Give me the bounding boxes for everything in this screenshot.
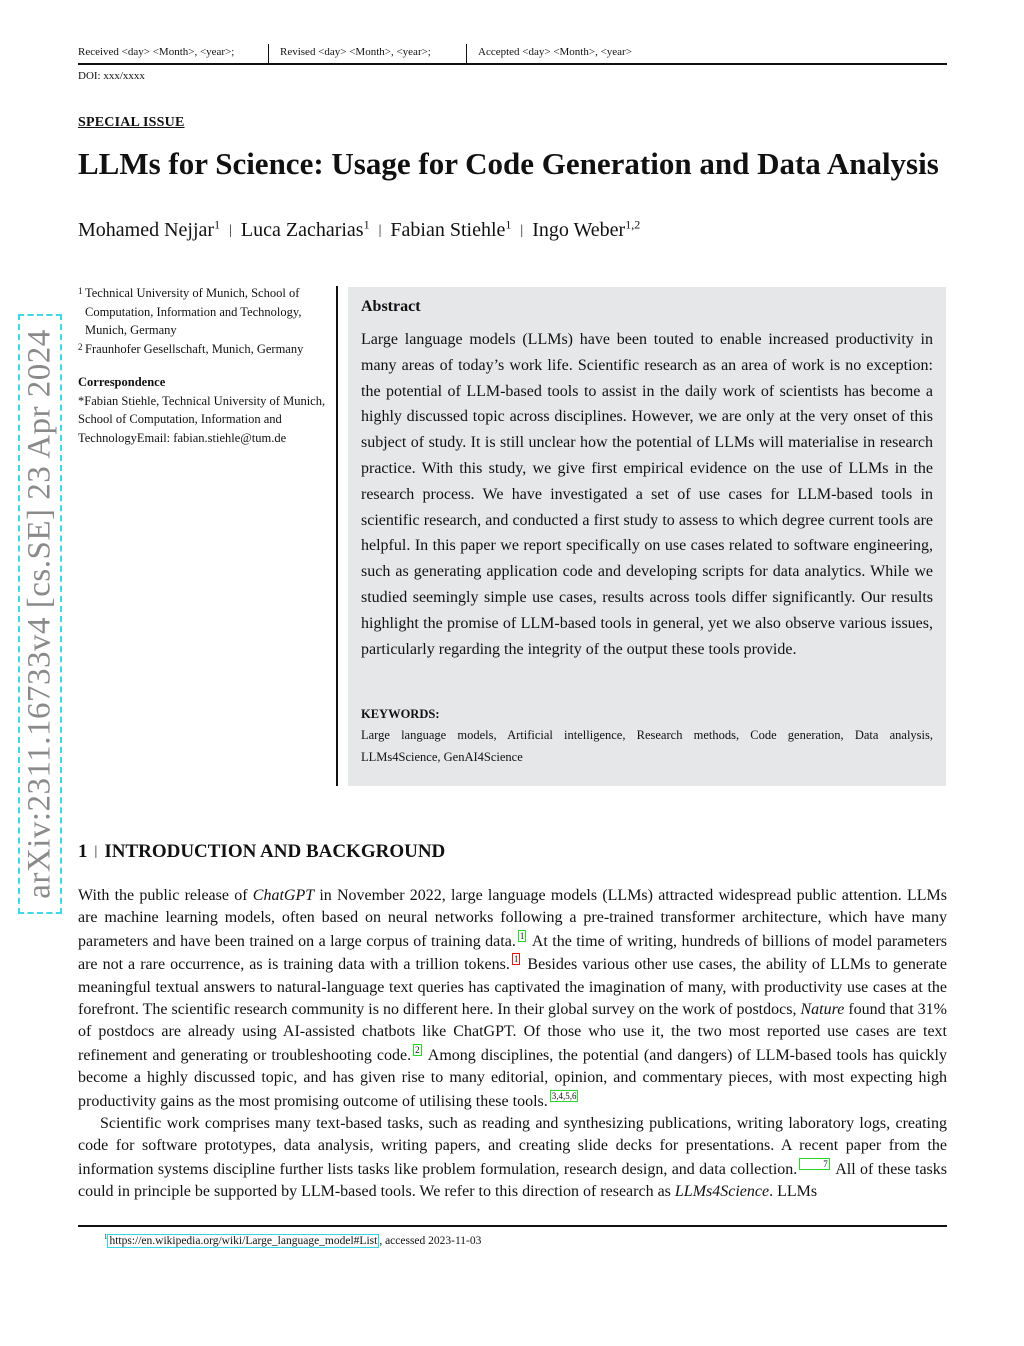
- author-separator: |: [520, 222, 524, 238]
- paragraph: With the public release of ChatGPT in November 2022, large language models (LLMs) attracted widespread public attention. LLMs are machine learning models, often based on neural networks following a pre-trained transformer architecture, which have many parameters and have been trained on a large corpus of training data. 1 At the time of writing, hundreds of billions of model parameters are not a rare occurrence, as is training data with a trillion tokens. 1 Besides various other use cases, the ability of LLMs to generate meaningful textual answers to natural-language text queries has captivated the imagination of many, with productivity use cases at the forefront. The scientific research community is no different here. In their global survey on the work of postdocs, Nature found that 31% of postdocs are already using AI-assisted chatbots like ChatGPT. Of those who use it, the two most reported use cases are text refinement and generating or troubleshooting code. 2 Among disciplines, the potential (and dangers) of LLM-based tools has quickly become a highly discussed topic, and has given rise to many editorial, opinion, and commentary pieces, with most expecting high productivity gains as the most promising outcome of utilising these tools. 3,4,5,6: [78, 887, 948, 1110]
- author: Fabian Stiehle$^1$: [390, 217, 512, 241]
- abstract-heading: Abstract: [361, 298, 421, 315]
- section-heading: 1 | INTRODUCTION AND BACKGROUND: [78, 841, 446, 862]
- author: Luca Zacharias$^1$: [240, 217, 370, 241]
- author-separator: |: [229, 222, 232, 238]
- correspondence-text: *Fabian Stiehle, Technical University of Munich, School of Computation, Information and TechnologyEmail: fabian.stiehle@tum.de: [78, 393, 326, 445]
- author: Ingo Weber$^{1,2}$: [532, 217, 641, 241]
- paper-title: LLMs for Science: Usage for Code Generation and Data Analysis: [78, 146, 939, 181]
- header-divider: [466, 44, 467, 64]
- affiliation: 1 Technical University of Munich, School of Computation, Information and Technology, Munich, Germany: [78, 286, 302, 337]
- footnote-rule: [78, 1225, 947, 1227]
- doi: DOI: xxx/xxxx: [78, 70, 145, 82]
- body-text: [78, 885, 947, 1204]
- column-divider: [336, 286, 338, 786]
- citation-link[interactable]: 1: [513, 954, 519, 965]
- header-rule: [78, 63, 947, 65]
- special-issue-label: SPECIAL ISSUE: [78, 115, 185, 130]
- footnote: $^1$ https://en.wikipedia.org/wiki/Large_language_model#List , accessed 2023-11-03: [104, 1234, 482, 1247]
- citation-link[interactable]: 7: [799, 1158, 830, 1170]
- accepted-date: Accepted <day> <Month>, <year>: [478, 46, 632, 58]
- footnote-link[interactable]: 1: [519, 930, 525, 941]
- header-divider: [268, 44, 269, 64]
- citation-link[interactable]: 2: [415, 1044, 420, 1055]
- author-list: [78, 217, 640, 242]
- abstract-text: Large language models (LLMs) have been touted to enable increased productivity in many areas of today’s work life. Scientific research as an area of work is no exception: the potential of LLM-based tools to assist in the daily work of scientists has become a highly discussed topic across disciplines. However, we are only at the very onset of this subject of study. It is still unclear how the potential of LLMs will materialise in research practice. With this study, we give first empirical evidence on the use of LLMs in the research process. We have investigated a set of use cases for LLM-based tools in scientific research, and conducted a first study to assess to which degree current tools are helpful. In this paper we report specifically on use cases related to software engineering, such as generating application code and developing scripts for data analytics. While we studied seemingly simple use cases, results across tools differ significantly. Our results highlight the promise of LLM-based tools in general, yet we also observe various issues, particularly regarding the integrity of the output these tools provide.: [361, 331, 933, 658]
- correspondence-heading: Correspondence: [78, 375, 166, 389]
- keywords: Large language models, Artificial intelligence, Research methods, Code generation, Data analysis, LLMs4Science, GenAI4Science: [361, 728, 933, 764]
- affiliations: [78, 284, 328, 358]
- paragraph: Scientific work comprises many text-based tasks, such as reading and synthesizing publications, writing laboratory logs, creating code for software prototypes, data analysis, writing papers, and creating slide decks for presentations. A recent paper from the information systems discipline further lists tasks like problem formulation, research design, and data collection. 7 All of these tasks could in principle be supported by LLM-based tools. We refer to this direction of research as LLMs4Science. LLMs: [78, 1115, 947, 1201]
- revised-date: Revised <day> <Month>, <year>;: [280, 46, 431, 58]
- affiliation: 2 Fraunhofer Gesellschaft, Munich, Germany: [78, 341, 304, 356]
- citation-link[interactable]: 3,4,5,6: [551, 1090, 577, 1101]
- journal-header: [78, 44, 947, 62]
- received-date: Received <day> <Month>, <year>;: [78, 46, 235, 58]
- keywords-heading: KEYWORDS:: [361, 707, 440, 721]
- author-separator: |: [378, 222, 382, 238]
- footnote-url-link[interactable]: https://en.wikipedia.org/wiki/Large_language_model#List: [109, 1234, 378, 1247]
- correspondence: [78, 373, 328, 447]
- author: Mohamed Nejjar$^1$: [78, 217, 221, 241]
- arxiv-stamp: arXiv:2311.16733v4 [cs.SE] 23 Apr 2024: [21, 329, 58, 899]
